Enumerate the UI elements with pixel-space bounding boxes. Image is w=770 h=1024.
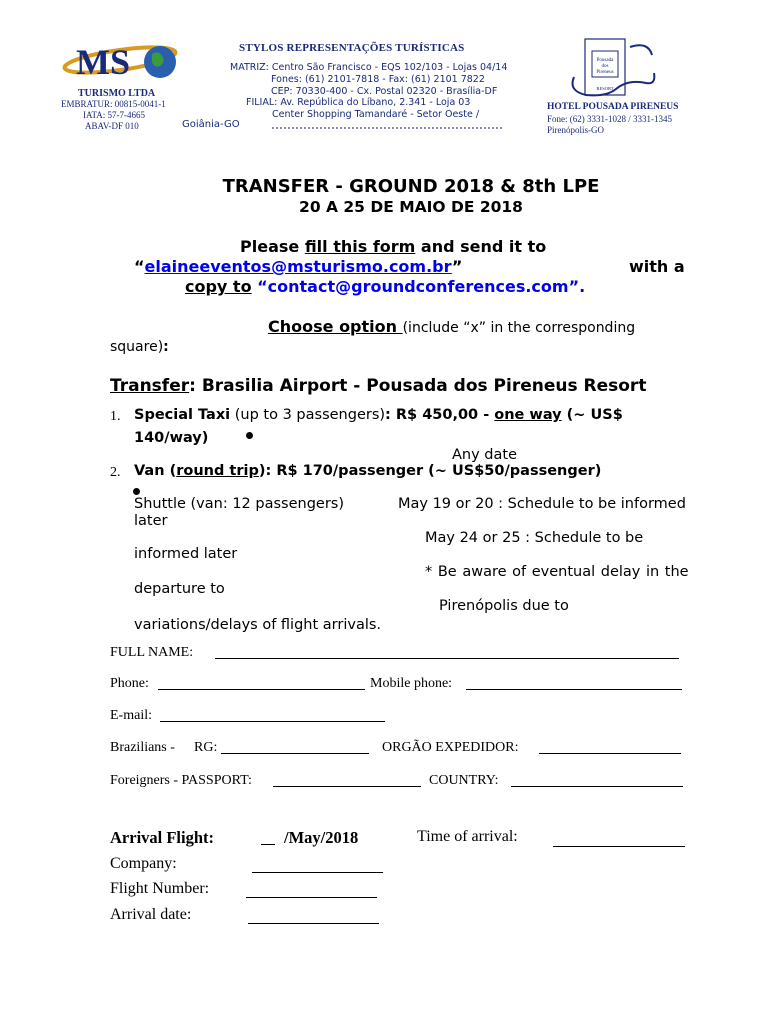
address-line-2: Fones: (61) 2101-7818 - Fax: (61) 2101 7822 — [271, 74, 485, 85]
close-quote: ” — [451, 257, 463, 276]
option-1-usd-line2: 140/way) — [134, 430, 209, 446]
transfer-label: Transfer — [110, 376, 190, 396]
instruction-line-3 — [185, 277, 585, 296]
send-to-text: and send it to — [415, 237, 547, 256]
company-logo — [58, 38, 183, 88]
arrival-month-year: /May/2018 — [284, 828, 359, 847]
passport-field[interactable] — [273, 774, 421, 787]
instruction-line-2 — [134, 257, 462, 276]
address-line-3: CEP: 70330-400 - Cx. Postal 02320 - Brasília-DF — [271, 86, 498, 97]
time-of-arrival-field[interactable] — [553, 834, 685, 847]
option-1-way: one way — [494, 407, 562, 423]
phone-label: Phone: — [110, 676, 149, 691]
goiania-label: Goiânia-GO — [182, 119, 240, 130]
shuttle-col1-line2: later — [134, 513, 168, 529]
option-1-price: : R$ 450,00 - — [385, 407, 495, 423]
arrival-flight-label: Arrival Flight: — [110, 828, 215, 847]
with-a-text: with a — [629, 257, 685, 276]
address-line-4: FILIAL: Av. República do Líbano, 2.341 - Loja 03 — [246, 97, 471, 108]
rg-label: RG: — [194, 740, 218, 755]
orgao-field[interactable] — [539, 741, 681, 754]
flight-number-field[interactable] — [246, 885, 377, 898]
square-colon: : — [163, 339, 169, 355]
foreigners-label: Foreigners - PASSPORT: — [110, 773, 252, 788]
full-name-label: FULL NAME: — [110, 645, 194, 660]
hotel-phone: Fone: (62) 3331-1028 / 3331-1345 — [547, 114, 672, 124]
brazilians-label: Brazilians - — [110, 740, 175, 755]
agency-title: STYLOS REPRESENTAÇÕES TURÍSTICAS — [239, 42, 465, 54]
shuttle-col1-line1: Shuttle (van: 12 passengers) — [134, 496, 344, 512]
email-contact-text[interactable]: “contact@groundconferences.com”. — [251, 277, 586, 296]
fill-form-text: fill this form — [304, 237, 416, 256]
option-2-name: Van ( — [134, 463, 177, 479]
email-elaine-link[interactable]: elaineeventos@msturismo.com.br — [144, 257, 452, 276]
transfer-heading — [110, 376, 646, 396]
option-1-name: Special Taxi — [134, 407, 231, 423]
transfer-route: : Brasilia Airport - Pousada dos Pireneus Resort — [189, 376, 647, 396]
mobile-field[interactable] — [466, 677, 682, 690]
option-2-number: 2. — [110, 465, 121, 480]
time-of-arrival-label: Time of arrival: — [417, 828, 518, 845]
svg-text:Pireneus: Pireneus — [596, 70, 614, 75]
option-2-checkbox[interactable] — [133, 488, 140, 495]
svg-text:Pousada: Pousada — [596, 58, 614, 63]
svg-text:dos: dos — [601, 64, 609, 69]
svg-text:RESORT: RESORT — [596, 86, 614, 91]
country-field[interactable] — [511, 774, 683, 787]
email-label: E-mail: — [110, 708, 152, 723]
embratur-number: EMBRATUR: 00815-0041-1 — [61, 99, 166, 109]
option-2-line — [134, 463, 601, 479]
mobile-label: Mobile phone: — [370, 676, 453, 691]
option-1-usd: (~ US$ — [561, 407, 623, 423]
rg-field[interactable] — [221, 741, 369, 754]
shuttle-col2-line3: * Be aware of eventual delay in the — [425, 564, 689, 580]
choose-option-line — [268, 317, 635, 336]
full-name-field[interactable] — [215, 646, 679, 659]
page-title: TRANSFER - GROUND 2018 & 8th LPE — [222, 176, 600, 197]
square-word: square) — [110, 339, 164, 355]
arrival-date-label: Arrival date: — [110, 906, 192, 923]
instruction-line-1 — [240, 237, 546, 256]
page-subtitle: 20 A 25 DE MAIO DE 2018 — [299, 198, 523, 216]
shuttle-col2-line4: Pirenópolis due to — [439, 598, 569, 614]
email-field[interactable] — [160, 709, 385, 722]
option-1-checkbox[interactable] — [246, 432, 253, 439]
svg-text:MS: MS — [76, 42, 130, 82]
address-line-1: MATRIZ: Centro São Francisco - EQS 102/103 - Lojas 04/14 — [230, 62, 508, 73]
full-name-row — [110, 645, 193, 661]
shuttle-col2-line1: May 19 or 20 : Schedule to be informed — [398, 496, 686, 512]
iata-number: IATA: 57-7-4665 — [83, 110, 146, 120]
option-1-detail: (up to 3 passengers) — [230, 407, 386, 423]
option-2-round: round trip — [176, 463, 259, 479]
option-1-number: 1. — [110, 409, 121, 424]
please-text: Please — [240, 237, 305, 256]
company-label: Company: — [110, 855, 177, 872]
pousada-logo-icon — [570, 37, 660, 99]
ms-logo-icon — [58, 38, 183, 88]
shuttle-col2-line2: May 24 or 25 : Schedule to be — [425, 530, 644, 546]
shuttle-col1-line4: departure to — [134, 581, 225, 597]
flight-number-label: Flight Number: — [110, 880, 210, 897]
address-line-cut — [272, 127, 502, 132]
open-quote: “ — [134, 257, 145, 276]
choose-option-label: Choose option — [268, 317, 403, 336]
shuttle-col1-line5: variations/delays of flight arrivals. — [134, 617, 382, 633]
country-label: COUNTRY: — [429, 773, 499, 788]
choose-option-note: (include “x” in the corresponding — [402, 320, 636, 336]
abav-number: ABAV-DF 010 — [85, 121, 139, 131]
option-1-line — [134, 407, 623, 423]
address-line-5: Center Shopping Tamandaré - Setor Oeste / — [272, 109, 480, 120]
option-2-price: ): R$ 170/passenger (~ US$50/passenger) — [258, 463, 602, 479]
square-text — [110, 339, 169, 355]
hotel-logo — [570, 37, 660, 99]
shuttle-col1-line3: informed later — [134, 546, 238, 562]
copy-to-text: copy to — [185, 277, 252, 296]
arrival-date-field[interactable] — [248, 911, 379, 924]
hotel-city: Pirenópolis-GO — [547, 125, 604, 135]
phone-field[interactable] — [158, 677, 365, 690]
option-2-any-date: Any date — [452, 447, 517, 463]
arrival-day-field[interactable] — [261, 830, 275, 845]
orgao-label: ORGÃO EXPEDIDOR: — [382, 740, 519, 755]
company-field[interactable] — [252, 860, 383, 873]
hotel-name: HOTEL POUSADA PIRENEUS — [547, 102, 679, 112]
company-name: TURISMO LTDA — [78, 88, 156, 99]
